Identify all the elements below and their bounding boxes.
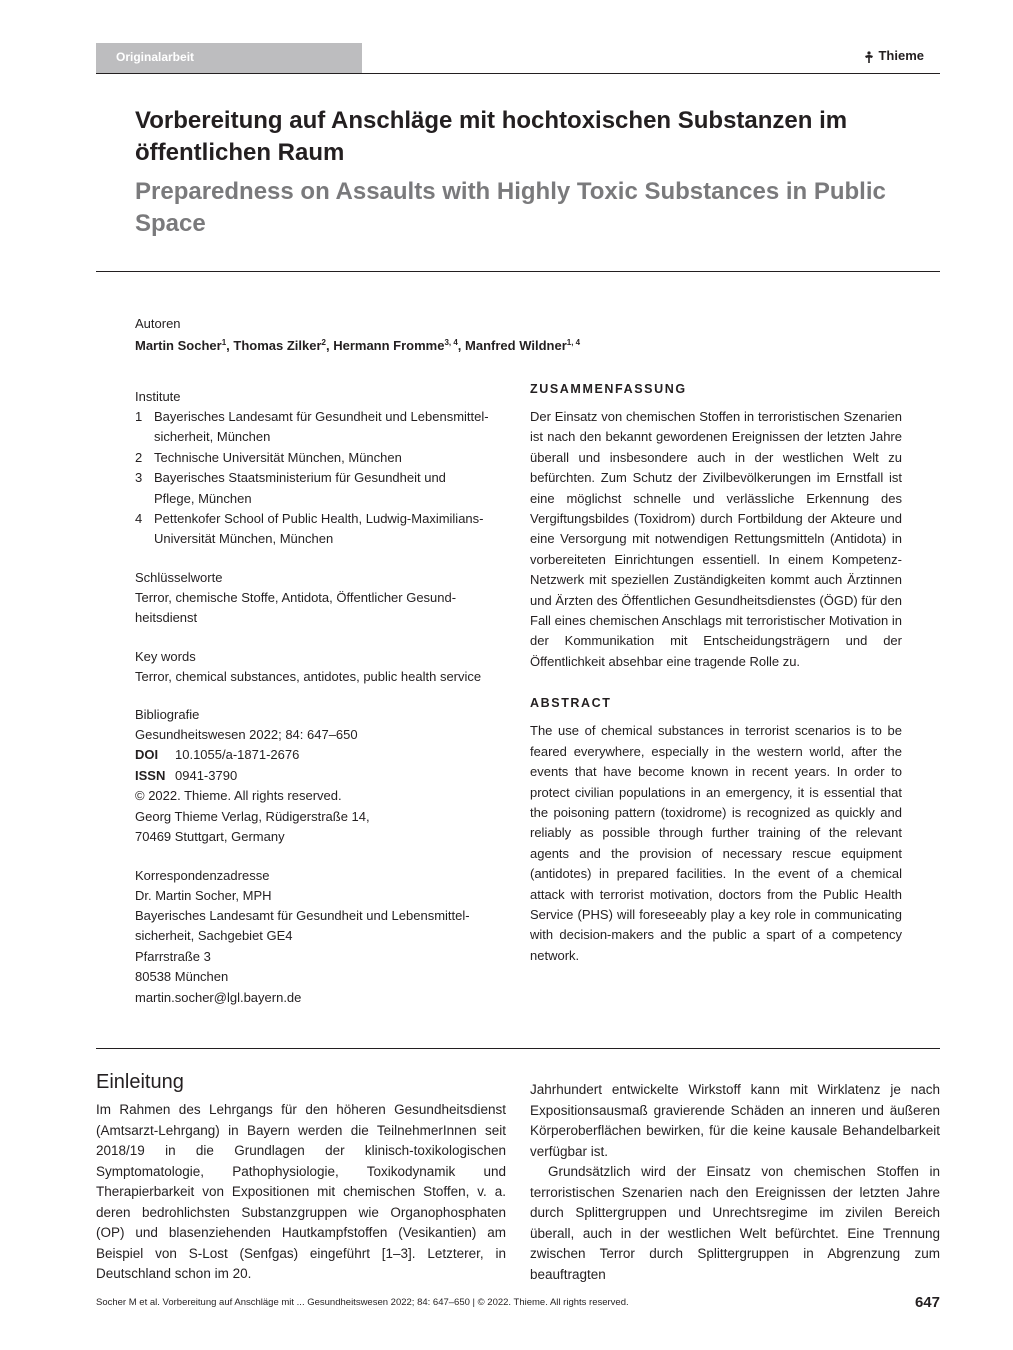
author-separator: , <box>325 338 334 353</box>
institute-number: 2 <box>135 449 143 465</box>
header-divider <box>96 73 940 74</box>
issn-label: ISSN <box>135 767 166 783</box>
institute-line: Pettenkofer School of Public Health, Ludwig-Maximilians- <box>154 511 484 527</box>
author-separator: , <box>226 338 234 353</box>
keywords-german-line-2: heitsdienst <box>135 610 198 626</box>
body-column-right <box>530 1080 940 1285</box>
keywords-english-label: Key words <box>135 648 196 664</box>
doi-link[interactable]: 10.1055/a-1871-2676 <box>175 747 300 763</box>
author-name: Martin Socher <box>135 338 222 353</box>
abstract-text: The use of chemical substances in terrorist scenarios is to be feared everywhere, especially in the western world, after the events that have become known in recent years. In order to protect civilian populations in an emergency, it is essential that the poisoning pattern (toxidrome) is recognized as quickly and reliably as possible through further training of the relevant agents and the provision of necessary rescue equipment (antidotes) in prepared facilities. In the event of a chemical attack with terrorist motivation, doctors from the Public Health Service (PHS) will foreseeably play a key role in communicating with decision-makers and the public a spart of a competency network. <box>530 723 902 963</box>
bibliography-journal: Gesundheitswesen 2022; 84: 647–650 <box>135 727 358 743</box>
page-number: 647 <box>914 1294 940 1311</box>
bibliography-publisher-line-1: Georg Thieme Verlag, Rüdigerstraße 14, <box>135 808 370 824</box>
correspondence-city: 80538 München <box>135 969 229 985</box>
title-divider <box>96 271 940 272</box>
intro-paragraph-2: Grundsätzlich wird der Einsatz von chemischen Stoffen in terroristischen Szenarien nach den Ereignissen der letzten Jahre durch Splittergruppen und Unrechtsregime im zivilen Bereich überall, auch in der westlichen Welt befürchtet. Eine Trennung zwischen Terror durch Splittergruppen in Abgrenzung zum beauftragten <box>530 1164 940 1282</box>
publisher-brand <box>864 47 924 65</box>
body-column-left <box>96 1100 506 1285</box>
institute-item <box>135 407 515 448</box>
correspondence-name: Dr. Martin Socher, MPH <box>135 887 272 903</box>
doi-label: DOI <box>135 747 159 763</box>
author-affiliation-marker: 2 <box>321 338 326 347</box>
correspondence-block <box>135 866 515 1008</box>
zusammenfassung-text: Der Einsatz von chemischen Stoffen in terroristischen Szenarien ist nach den bekannt gewordenen Ereignissen der letzten Jahre überall und insbesondere auch in der westlichen Welt zu befürchten. Zum Schutz der Zivilbevölkerungen im Ernstfall ist eine möglichst schnelle und verlässliche Erkennung des Vergiftungsbildes (Toxidrom) durch Fortbildung der Akteure und eine Versorgung mit notwendigen Rettungsmitteln (Antidota) in vorbereiteten Einrichtungen essentiell. In einem Kompetenz-Netzwerk mit speziellen Zuständigkeiten kommt auch Ärztinnen und Ärzten des Öffentlichen Gesundheitsdienstes (ÖGD) für den Fall eines chemischen Anschlags mit terroristischer Motivation in der Kommunikation mit Entscheidungsträgern und der Öffentlichkeit absehbar eine tragende Rolle zu. <box>530 409 902 669</box>
authors-list <box>135 333 580 356</box>
institute-item <box>135 468 515 509</box>
publisher-name: Thieme <box>878 48 924 63</box>
keywords-german-block <box>135 568 515 629</box>
bibliography-label: Bibliografie <box>135 707 200 723</box>
article-title-german: Vorbereitung auf Anschläge mit hochtoxischen Substanzen im öffentlichen Raum <box>135 107 848 166</box>
institute-line: Pflege, München <box>154 490 252 506</box>
bibliography-issn-line <box>135 766 515 786</box>
institute-line: Universität München, München <box>154 531 334 547</box>
article-info-column <box>135 387 515 1026</box>
author-separator: , <box>457 338 466 353</box>
institute-line: Technische Universität München, München <box>154 449 402 465</box>
correspondence-email-link[interactable]: martin.socher@lgl.bayern.de <box>135 989 302 1005</box>
correspondence-institution-line-1: Bayerisches Landesamt für Gesundheit und Lebensmittel- <box>135 907 470 923</box>
institute-number: 4 <box>135 511 143 527</box>
institute-item <box>135 448 515 468</box>
institutes-list <box>135 407 515 550</box>
correspondence-label: Korrespondenzadresse <box>135 867 270 883</box>
institute-line: sicherheit, München <box>154 429 271 445</box>
institute-line: Bayerisches Landesamt für Gesundheit und Lebensmittel- <box>154 409 489 424</box>
intro-heading: Einleitung <box>96 1071 184 1093</box>
zusammenfassung-heading: ZUSAMMENFASSUNG <box>530 382 687 396</box>
author-name: Manfred Wildner <box>465 338 567 353</box>
keywords-english-block <box>135 647 515 687</box>
author-affiliation-marker: 3, 4 <box>444 338 458 347</box>
bibliography-doi-line <box>135 745 515 765</box>
institutes-label: Institute <box>135 389 181 404</box>
institute-item <box>135 509 515 550</box>
bibliography-publisher-line-2: 70469 Stuttgart, Germany <box>135 829 285 845</box>
issn-value: 0941-3790 <box>175 767 238 783</box>
thieme-logo-icon <box>864 50 874 62</box>
authors-label: Autoren <box>135 316 181 331</box>
institutes-block <box>135 387 515 550</box>
correspondence-street: Pfarrstraße 3 <box>135 948 211 964</box>
bibliography-copyright: © 2022. Thieme. All rights reserved. <box>135 788 342 804</box>
institute-number: 1 <box>135 409 143 424</box>
correspondence-institution-line-2: sicherheit, Sachgebiet GE4 <box>135 928 293 944</box>
keywords-german-line-1: Terror, chemische Stoffe, Antidota, Öffentlicher Gesund- <box>135 589 457 605</box>
abstract-heading: ABSTRACT <box>530 696 612 711</box>
body-divider <box>96 1048 940 1049</box>
intro-paragraph-1-continued: Jahrhundert entwickelte Wirkstoff kann mit Wirklatenz je nach Expositionsausmaß gravierende Schäden an inneren und äußeren Körperoberflächen bewirken, für die keine kausale Behandelbarkeit verfügbar ist. <box>530 1082 940 1159</box>
summary-column <box>530 380 902 966</box>
bibliography-block <box>135 705 515 847</box>
keywords-english-text: Terror, chemical substances, antidotes, public health service <box>135 668 482 684</box>
institute-number: 3 <box>135 470 143 486</box>
institute-line: Bayerisches Staatsministerium für Gesundheit und <box>154 470 446 486</box>
keywords-german-label: Schlüsselworte <box>135 569 223 585</box>
author-affiliation-marker: 1, 4 <box>566 338 581 347</box>
author-name: Thomas Zilker <box>233 338 322 353</box>
footer-citation: Socher M et al. Vorbereitung auf Anschläge mit ... Gesundheitswesen 2022; 84: 647–650 | © 2022. Thieme. All rights reserved. <box>96 1297 629 1308</box>
section-label: Originalarbeit <box>116 50 195 64</box>
article-title-english: Preparedness on Assaults with Highly Toxic Substances in Public Space <box>135 178 886 237</box>
intro-paragraph-1: Im Rahmen des Lehrgangs für den höheren Gesundheitsdienst (Amtsarzt-Lehrgang) in Bayern werden die TeilnehmerInnen seit 2018/19 in die Grundlagen der klinisch-toxikologischen Symptomatologie, Pathophysiologie, Toxikodynamik und Therapierbarkeit von Expositionen mit chemischen Stoffen, v. a. deren bedrohlichsten Substanzgruppen wie Organophosphaten (OP) und blasenziehenden Hautkampfstoffen (Vesikantien) am Beispiel von S-Lost (Senfgas) eingeführt [1–3]. Letzterer, in Deutschland schon im 20. <box>96 1102 506 1281</box>
author-affiliation-marker: 1 <box>221 338 227 347</box>
author-name: Hermann Fromme <box>333 338 445 353</box>
